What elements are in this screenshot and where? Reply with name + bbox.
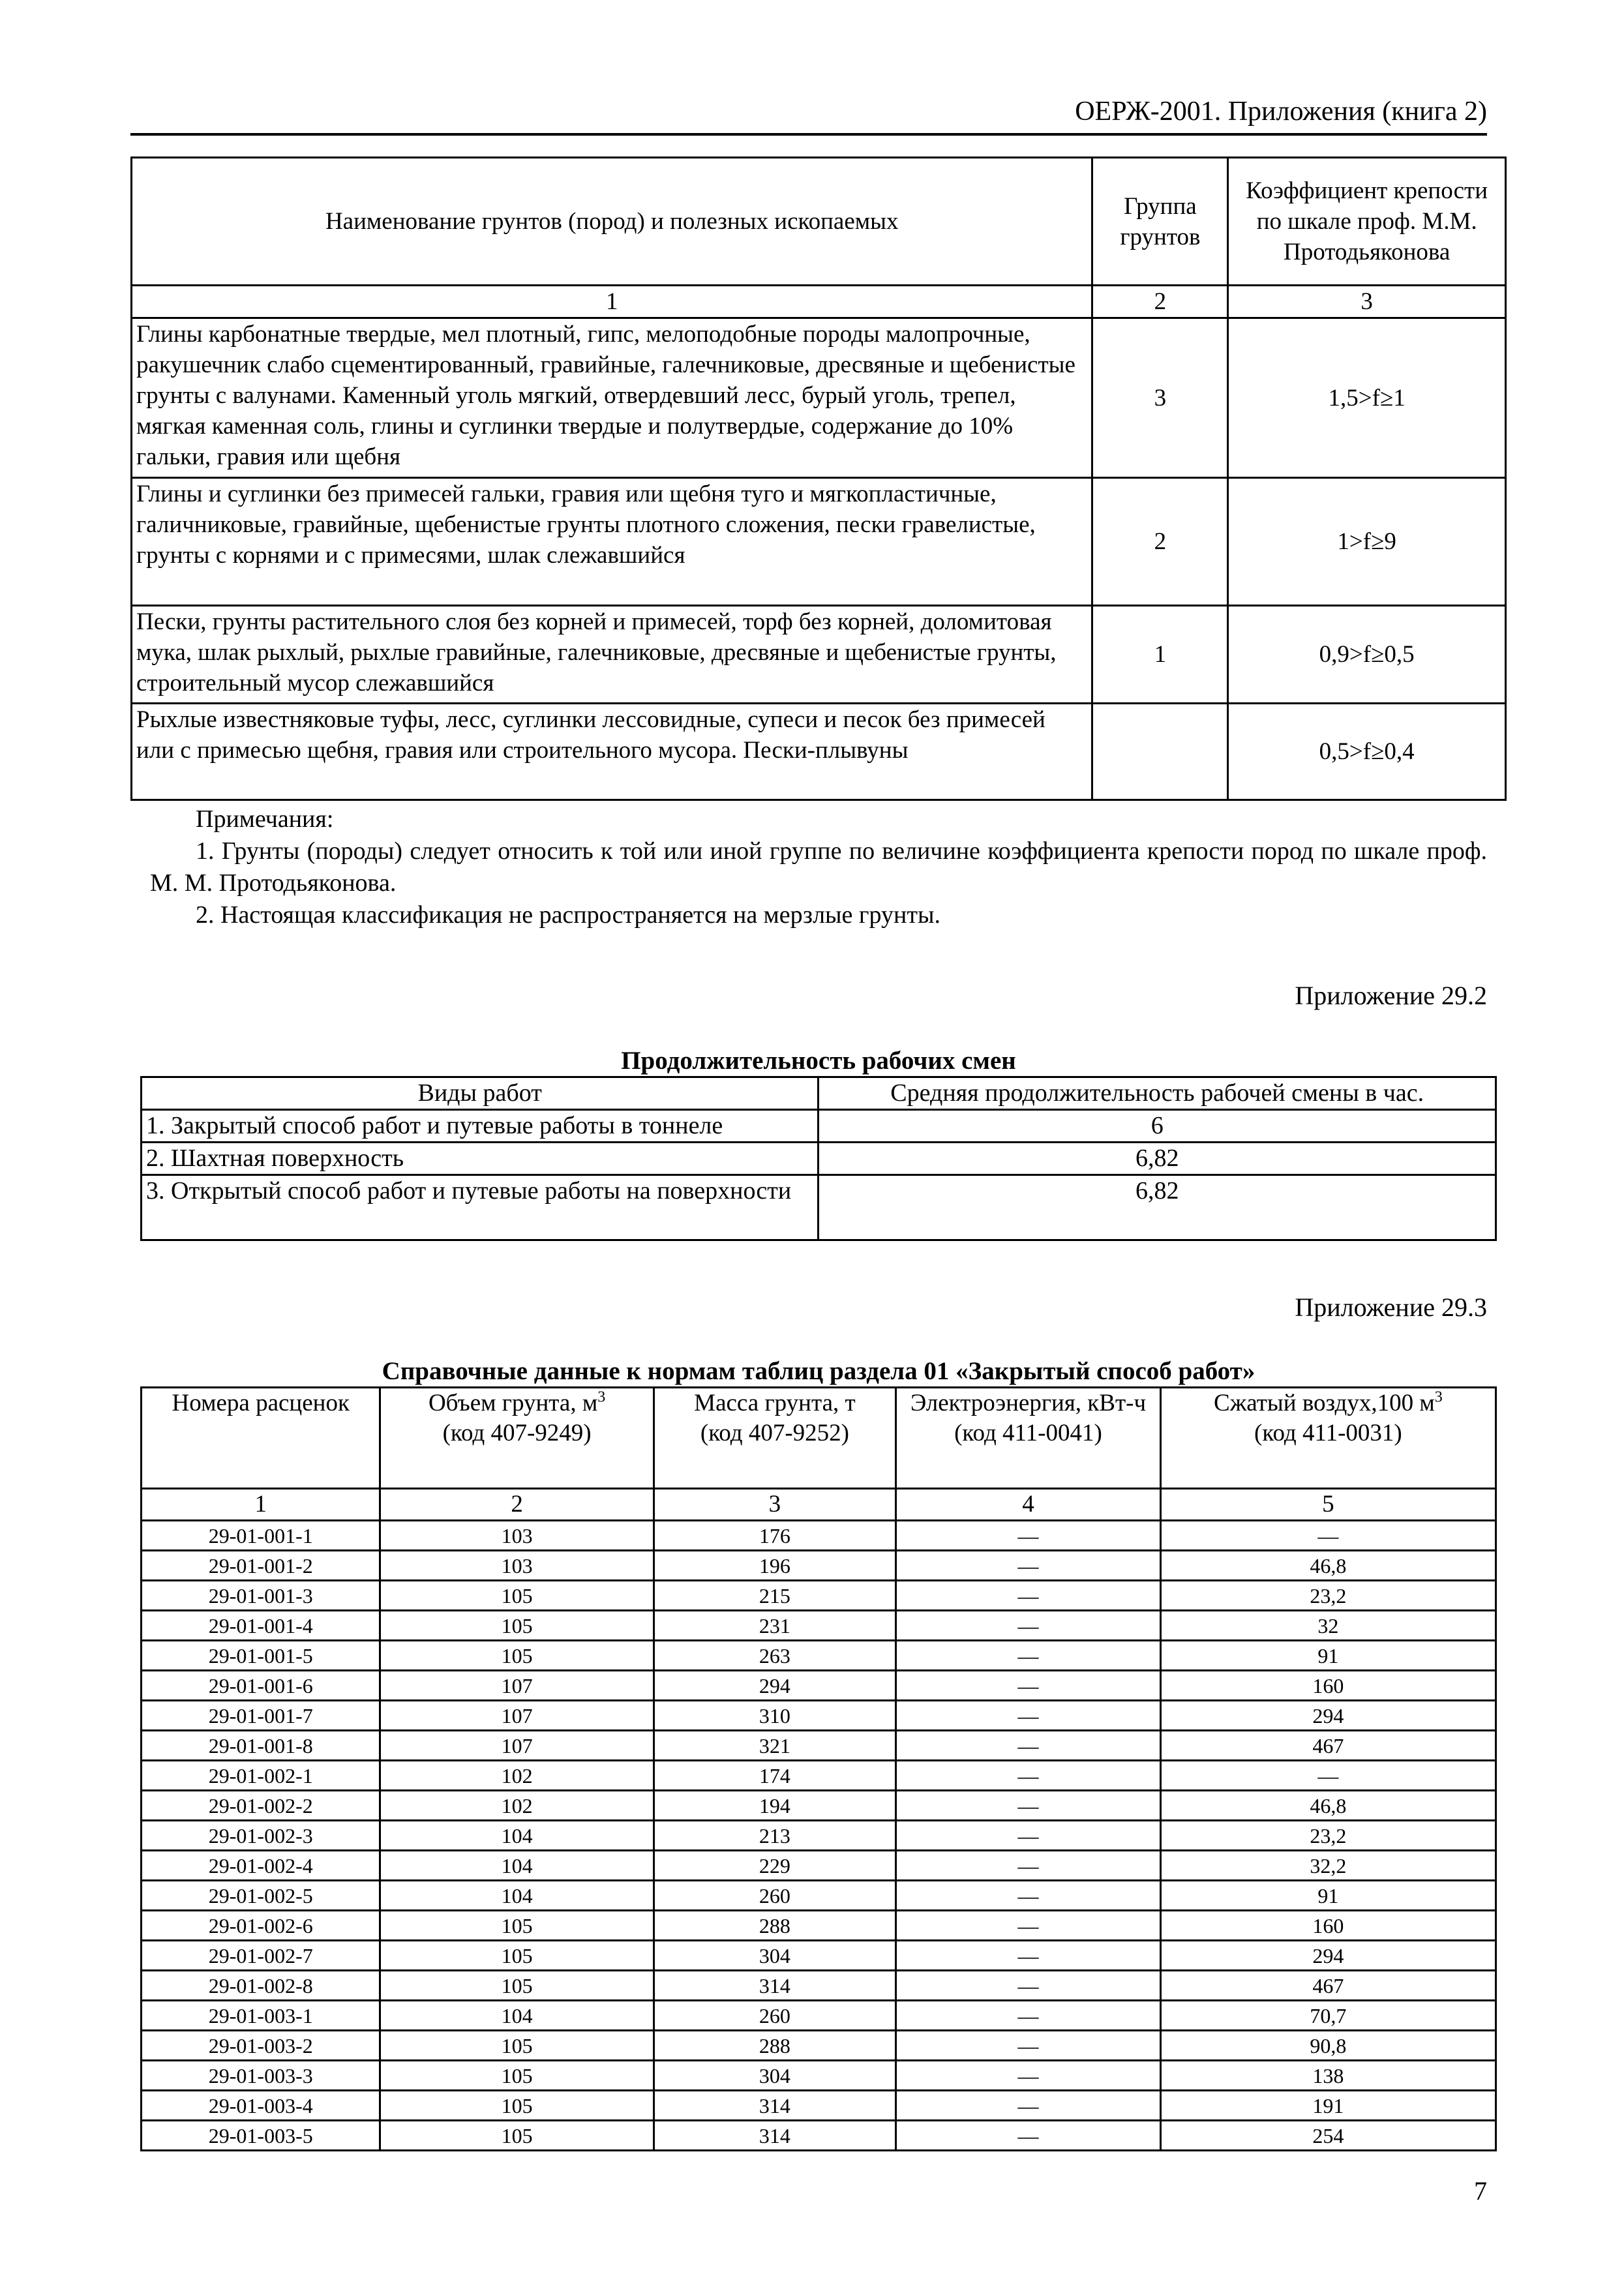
header-electricity: Электроэнергия, кВт-ч (код 411-0041) [896, 1388, 1161, 1489]
soil-mass-cell: 304 [654, 2061, 895, 2091]
soil-group-cell: 2 [1092, 478, 1228, 606]
shift-duration-table [140, 1076, 1497, 1241]
rate-number-cell: 29-01-002-4 [142, 1851, 380, 1881]
soil-volume-cell: 107 [380, 1671, 654, 1701]
compressed-air-cell: 32 [1160, 1611, 1496, 1641]
electricity-cell: — [896, 1971, 1161, 2001]
compressed-air-cell: 46,8 [1160, 1791, 1496, 1821]
table-row [142, 1110, 1496, 1143]
note-item: 2. Настоящая классификация не распространяется на мерзлые грунты. [196, 901, 940, 929]
soil-volume-cell: 103 [380, 1551, 654, 1581]
soil-mass-cell: 194 [654, 1791, 895, 1821]
col-number: 2 [380, 1489, 654, 1521]
soil-volume-cell: 104 [380, 1851, 654, 1881]
rate-number-cell: 29-01-001-6 [142, 1671, 380, 1701]
table-row [142, 1911, 1496, 1941]
electricity-cell: — [896, 1551, 1161, 1581]
rate-number-cell: 29-01-001-5 [142, 1641, 380, 1671]
table-row [142, 1821, 1496, 1851]
compressed-air-cell: 254 [1160, 2121, 1496, 2151]
header-rate-number: Номера расценок [142, 1388, 380, 1489]
hours-cell: 6,82 [819, 1175, 1496, 1240]
soil-mass-cell: 288 [654, 2031, 895, 2061]
compressed-air-cell: 160 [1160, 1671, 1496, 1701]
compressed-air-cell: 467 [1160, 1971, 1496, 2001]
col-number: 3 [1228, 286, 1506, 318]
electricity-cell: — [896, 1911, 1161, 1941]
rate-number-cell: 29-01-001-1 [142, 1521, 380, 1551]
table-row [142, 1671, 1496, 1701]
electricity-cell: — [896, 1761, 1161, 1791]
rate-number-cell: 29-01-001-2 [142, 1551, 380, 1581]
header-soil-mass: Масса грунта, т (код 407-9252) [654, 1388, 895, 1489]
table-row [142, 1881, 1496, 1911]
soil-volume-cell: 104 [380, 2001, 654, 2031]
soil-mass-cell: 231 [654, 1611, 895, 1641]
notes-title: Примечания: [196, 805, 334, 833]
soil-volume-cell: 105 [380, 2121, 654, 2151]
soil-volume-cell: 105 [380, 2061, 654, 2091]
soil-name-cell: Пески, грунты растительного слоя без корней и примесей, торф без корней, доломитовая мука, шлак рыхлый, рыхлые гравийные, галечниковые, дресвяные и щебенистые грунты, строительный мусор слежавшийся [132, 606, 1092, 704]
electricity-cell: — [896, 1881, 1161, 1911]
electricity-cell: — [896, 1851, 1161, 1881]
soil-volume-cell: 105 [380, 2031, 654, 2061]
rate-number-cell: 29-01-002-2 [142, 1791, 380, 1821]
electricity-cell: — [896, 1671, 1161, 1701]
electricity-cell: — [896, 2001, 1161, 2031]
table-row [132, 704, 1506, 800]
soil-volume-cell: 105 [380, 1971, 654, 2001]
work-type-cell: 1. Закрытый способ работ и путевые работы в тоннеле [142, 1110, 819, 1143]
table-row [142, 1731, 1496, 1761]
reference-data-table [140, 1386, 1497, 2151]
compressed-air-cell: 70,7 [1160, 2001, 1496, 2031]
table-row [142, 1761, 1496, 1791]
coef-cell: 1>f≥9 [1228, 478, 1506, 606]
coef-cell: 0,9>f≥0,5 [1228, 606, 1506, 704]
shift-duration-title: Продолжительность рабочих смен [621, 1047, 1016, 1075]
table-row [142, 1971, 1496, 2001]
electricity-cell: — [896, 2121, 1161, 2151]
note-item: 1. Грунты (породы) следует относить к той или иной группе по величине коэффициента крепости пород по шкале проф. М. М. Протодьяконова. [150, 837, 1487, 897]
table-row [142, 1143, 1496, 1175]
compressed-air-cell: 467 [1160, 1731, 1496, 1761]
header-soil-group: Группа грунтов [1092, 158, 1228, 286]
soil-mass-cell: 174 [654, 1761, 895, 1791]
col-number: 4 [896, 1489, 1161, 1521]
rate-number-cell: 29-01-002-5 [142, 1881, 380, 1911]
soil-group-cell: 3 [1092, 318, 1228, 478]
table-row [132, 606, 1506, 704]
soil-classification-table [130, 157, 1507, 801]
soil-mass-cell: 314 [654, 1971, 895, 2001]
header-rule [130, 133, 1487, 136]
col-number: 5 [1160, 1489, 1496, 1521]
soil-mass-cell: 263 [654, 1641, 895, 1671]
col-number: 1 [142, 1489, 380, 1521]
header-soil-volume: Объем грунта, $м^3$ (код 407-9249) [380, 1388, 654, 1489]
soil-mass-cell: 314 [654, 2121, 895, 2151]
compressed-air-cell: — [1160, 1761, 1496, 1791]
soil-name-cell: Глины карбонатные твердые, мел плотный, гипс, мелоподобные породы малопрочные, ракушечник слабо сцементированный, гравийные, галечниковые, дресвяные и щебенистые грунты с валунами. Каменный уголь мягкий, отвердевший лесс, бурый уголь, трепел, мягкая каменная соль, глины и суглинки твердые и полутвердые, содержание до 10% гальки, гравия или щебня [132, 318, 1092, 478]
soil-volume-cell: 107 [380, 1701, 654, 1731]
soil-mass-cell: 229 [654, 1851, 895, 1881]
electricity-cell: — [896, 1701, 1161, 1731]
electricity-cell: — [896, 1641, 1161, 1671]
electricity-cell: — [896, 2091, 1161, 2121]
table-row [142, 1851, 1496, 1881]
compressed-air-cell: 91 [1160, 1641, 1496, 1671]
rate-number-cell: 29-01-003-2 [142, 2031, 380, 2061]
soil-group-cell: 1 [1092, 606, 1228, 704]
table-row [142, 2001, 1496, 2031]
soil-volume-cell: 105 [380, 2091, 654, 2121]
soil-group-cell [1092, 704, 1228, 800]
compressed-air-cell: — [1160, 1521, 1496, 1551]
rate-number-cell: 29-01-002-6 [142, 1911, 380, 1941]
electricity-cell: — [896, 1581, 1161, 1611]
work-type-cell: 3. Открытый способ работ и путевые работы на поверхности [142, 1175, 819, 1240]
header-strength-coef: Коэффициент крепости по шкале проф. М.М. Протодьяконова [1228, 158, 1506, 286]
compressed-air-cell: 294 [1160, 1701, 1496, 1731]
table-row [142, 1941, 1496, 1971]
soil-volume-cell: 105 [380, 1581, 654, 1611]
electricity-cell: — [896, 1611, 1161, 1641]
compressed-air-cell: 46,8 [1160, 1551, 1496, 1581]
header-compressed-air: Сжатый воздух,100 $м^3$ (код 411-0031) [1160, 1388, 1496, 1489]
compressed-air-cell: 294 [1160, 1941, 1496, 1971]
soil-mass-cell: 260 [654, 2001, 895, 2031]
compressed-air-cell: 191 [1160, 2091, 1496, 2121]
soil-volume-cell: 104 [380, 1881, 654, 1911]
soil-mass-cell: 294 [654, 1671, 895, 1701]
soil-volume-cell: 105 [380, 1911, 654, 1941]
table-row [132, 318, 1506, 478]
compressed-air-cell: 91 [1160, 1881, 1496, 1911]
rate-number-cell: 29-01-003-5 [142, 2121, 380, 2151]
soil-mass-cell: 321 [654, 1731, 895, 1761]
soil-volume-cell: 105 [380, 1641, 654, 1671]
soil-mass-cell: 314 [654, 2091, 895, 2121]
electricity-cell: — [896, 2031, 1161, 2061]
electricity-cell: — [896, 2061, 1161, 2091]
soil-name-cell: Глины и суглинки без примесей гальки, гравия или щебня туго и мягкопластичные, галичниковые, гравийные, щебенистые грунты плотного сложения, пески гравелистые, грунты с корнями и с примесями, шлак слежавшийся [132, 478, 1092, 606]
col-number: 3 [654, 1489, 895, 1521]
soil-volume-cell: 105 [380, 1611, 654, 1641]
rate-number-cell: 29-01-001-8 [142, 1731, 380, 1761]
soil-name-cell: Рыхлые известняковые туфы, лесс, суглинки лессовидные, супеси и песок без примесей или с примесью щебня, гравия или строительного мусора. Пески-плывуны [132, 704, 1092, 800]
compressed-air-cell: 23,2 [1160, 1581, 1496, 1611]
table-row [142, 1791, 1496, 1821]
header-soil-name: Наименование грунтов (пород) и полезных ископаемых [132, 158, 1092, 286]
soil-mass-cell: 288 [654, 1911, 895, 1941]
coef-cell: 0,5>f≥0,4 [1228, 704, 1506, 800]
table-row [142, 1581, 1496, 1611]
table-row [142, 2121, 1496, 2151]
appendix-label: Приложение 29.3 [1295, 1293, 1487, 1322]
reference-data-rows [142, 1521, 1496, 2151]
soil-mass-cell: 213 [654, 1821, 895, 1851]
page-number: 7 [1474, 2176, 1487, 2206]
rate-number-cell: 29-01-003-3 [142, 2061, 380, 2091]
appendix-label: Приложение 29.2 [1295, 981, 1487, 1010]
electricity-cell: — [896, 1941, 1161, 1971]
soil-mass-cell: 176 [654, 1521, 895, 1551]
hours-cell: 6 [819, 1110, 1496, 1143]
rate-number-cell: 29-01-002-3 [142, 1821, 380, 1851]
table-row [142, 1521, 1496, 1551]
compressed-air-cell: 23,2 [1160, 1821, 1496, 1851]
header-avg-shift: Средняя продолжительность рабочей смены в час. [819, 1077, 1496, 1110]
electricity-cell: — [896, 1791, 1161, 1821]
coef-cell: 1,5>f≥1 [1228, 318, 1506, 478]
rate-number-cell: 29-01-002-8 [142, 1971, 380, 2001]
running-header: ОЕРЖ-2001. Приложения (книга 2) [1075, 97, 1487, 127]
col-number: 2 [1092, 286, 1228, 318]
electricity-cell: — [896, 1731, 1161, 1761]
compressed-air-cell: 138 [1160, 2061, 1496, 2091]
col-number: 1 [132, 286, 1092, 318]
hours-cell: 6,82 [819, 1143, 1496, 1175]
electricity-cell: — [896, 1821, 1161, 1851]
soil-volume-cell: 103 [380, 1521, 654, 1551]
soil-mass-cell: 196 [654, 1551, 895, 1581]
rate-number-cell: 29-01-003-1 [142, 2001, 380, 2031]
rate-number-cell: 29-01-001-7 [142, 1701, 380, 1731]
soil-volume-cell: 104 [380, 1821, 654, 1851]
electricity-cell: — [896, 1521, 1161, 1551]
soil-volume-cell: 105 [380, 1941, 654, 1971]
table-row [142, 2031, 1496, 2061]
rate-number-cell: 29-01-002-1 [142, 1761, 380, 1791]
compressed-air-cell: 32,2 [1160, 1851, 1496, 1881]
table-row [132, 478, 1506, 606]
rate-number-cell: 29-01-001-3 [142, 1581, 380, 1611]
soil-mass-cell: 304 [654, 1941, 895, 1971]
soil-volume-cell: 107 [380, 1731, 654, 1761]
table-row [142, 2091, 1496, 2121]
work-type-cell: 2. Шахтная поверхность [142, 1143, 819, 1175]
soil-mass-cell: 310 [654, 1701, 895, 1731]
rate-number-cell: 29-01-003-4 [142, 2091, 380, 2121]
table-row [142, 1175, 1496, 1240]
notes [150, 803, 1487, 931]
rate-number-cell: 29-01-002-7 [142, 1941, 380, 1971]
header-work-type: Виды работ [142, 1077, 819, 1110]
table-row [142, 1551, 1496, 1581]
soil-mass-cell: 260 [654, 1881, 895, 1911]
soil-mass-cell: 215 [654, 1581, 895, 1611]
table-row [142, 2061, 1496, 2091]
table-row [142, 1611, 1496, 1641]
compressed-air-cell: 90,8 [1160, 2031, 1496, 2061]
table-row [142, 1701, 1496, 1731]
reference-data-title: Справочные данные к нормам таблиц раздела 01 «Закрытый способ работ» [382, 1357, 1256, 1385]
rate-number-cell: 29-01-001-4 [142, 1611, 380, 1641]
soil-volume-cell: 102 [380, 1791, 654, 1821]
soil-volume-cell: 102 [380, 1761, 654, 1791]
table-row [142, 1641, 1496, 1671]
compressed-air-cell: 160 [1160, 1911, 1496, 1941]
